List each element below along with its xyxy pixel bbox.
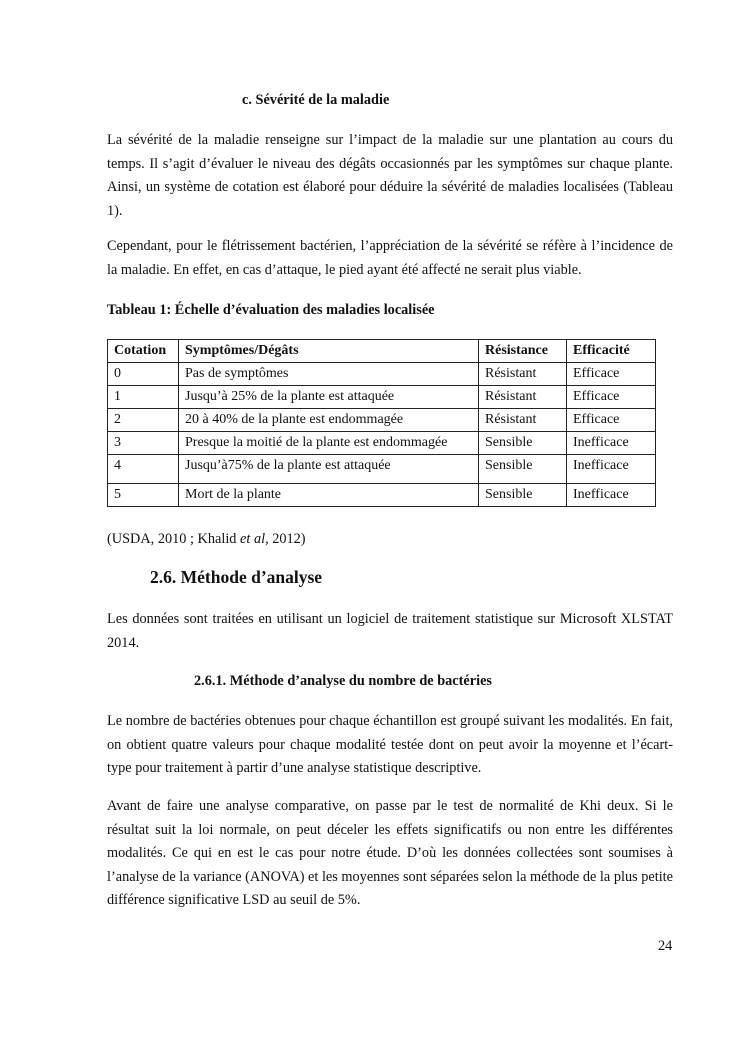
table-header-row bbox=[108, 340, 656, 363]
cell-symptomes: Jusqu’à75% de la plante est attaquée bbox=[179, 455, 479, 484]
cell-efficacite: Inefficace bbox=[567, 484, 656, 507]
cell-symptomes: Mort de la plante bbox=[179, 484, 479, 507]
page-number: 24 bbox=[658, 938, 673, 954]
cell-resistance: Résistant bbox=[479, 386, 567, 409]
paragraph-anova: Avant de faire une analyse comparative, on passe par le test de normalité de Khi deux. Si le résultat suit la loi normale, on peut déceler les effets significatifs ou non entre les différentes modalités. Ce qui en est le cas pour notre étude. D’où les données collectées sont soumises à l’analyse de la variance (ANOVA) et les moyennes sont séparées selon la méthode de la plus petite différence significative LSD au seuil de 5%. bbox=[107, 798, 673, 908]
cell-symptomes: Presque la moitié de la plante est endommagée bbox=[179, 432, 479, 455]
cell-efficacite: Inefficace bbox=[567, 432, 656, 455]
paragraph-fletrissement: Cependant, pour le flétrissement bactérien, l’appréciation de la sévérité se réfère à l’incidence de la maladie. En effet, en cas d’attaque, le pied ayant été affecté ne serait plus viable. bbox=[107, 238, 673, 278]
cell-cotation: 5 bbox=[108, 484, 179, 507]
cell-resistance: Résistant bbox=[479, 409, 567, 432]
table-row bbox=[108, 455, 656, 484]
cell-resistance: Résistant bbox=[479, 363, 567, 386]
header-cotation: Cotation bbox=[108, 340, 179, 363]
table-row bbox=[108, 484, 656, 507]
section-261-title: 2.6.1. Méthode d’analyse du nombre de bactéries bbox=[194, 673, 492, 689]
cell-symptomes: 20 à 40% de la plante est endommagée bbox=[179, 409, 479, 432]
paragraph-xlstat: Les données sont traitées en utilisant un logiciel de traitement statistique sur Microsoft XLSTAT 2014. bbox=[107, 611, 673, 651]
cell-cotation: 2 bbox=[108, 409, 179, 432]
cell-cotation: 1 bbox=[108, 386, 179, 409]
cell-resistance: Sensible bbox=[479, 455, 567, 484]
header-resistance: Résistance bbox=[479, 340, 567, 363]
table-citation bbox=[107, 531, 306, 548]
table-caption: Tableau 1: Échelle d’évaluation des maladies localisée bbox=[107, 302, 435, 318]
cell-resistance: Sensible bbox=[479, 484, 567, 507]
header-efficacite: Efficacité bbox=[567, 340, 656, 363]
section-c-title: c. Sévérité de la maladie bbox=[242, 92, 390, 108]
cell-cotation: 0 bbox=[108, 363, 179, 386]
table-row bbox=[108, 432, 656, 455]
table-row bbox=[108, 363, 656, 386]
cell-cotation: 4 bbox=[108, 455, 179, 484]
evaluation-table bbox=[107, 339, 656, 507]
cell-symptomes: Jusqu’à 25% de la plante est attaquée bbox=[179, 386, 479, 409]
table-row bbox=[108, 409, 656, 432]
cell-efficacite: Efficace bbox=[567, 386, 656, 409]
citation-etal: et al bbox=[240, 531, 266, 547]
cell-cotation: 3 bbox=[108, 432, 179, 455]
cell-symptomes: Pas de symptômes bbox=[179, 363, 479, 386]
header-symptomes: Symptômes/Dégâts bbox=[179, 340, 479, 363]
paragraph-severity: La sévérité de la maladie renseigne sur l’impact de la maladie sur une plantation au cours du temps. Il s’agit d’évaluer le niveau des dégâts occasionnés par les symptômes sur chaque plante. Ainsi, un système de cotation est élaboré pour déduire la sévérité de maladies localisées (Tableau 1). bbox=[107, 132, 673, 219]
paragraph-bacteries: Le nombre de bactéries obtenues pour chaque échantillon est groupé suivant les modalités. En fait, on obtient quatre valeurs pour chaque modalité testée dont on peut avoir la moyenne et l’écart-type pour traitement à partir d’une analyse statistique descriptive. bbox=[107, 713, 673, 776]
cell-efficacite: Efficace bbox=[567, 363, 656, 386]
cell-efficacite: Inefficace bbox=[567, 455, 656, 484]
citation-text: (USDA, 2010 ; Khalid bbox=[107, 531, 241, 547]
cell-resistance: Sensible bbox=[479, 432, 567, 455]
citation-year: , 2012) bbox=[265, 531, 306, 547]
cell-efficacite: Efficace bbox=[567, 409, 656, 432]
section-26-title: 2.6. Méthode d’analyse bbox=[150, 567, 323, 587]
table-row bbox=[108, 386, 656, 409]
